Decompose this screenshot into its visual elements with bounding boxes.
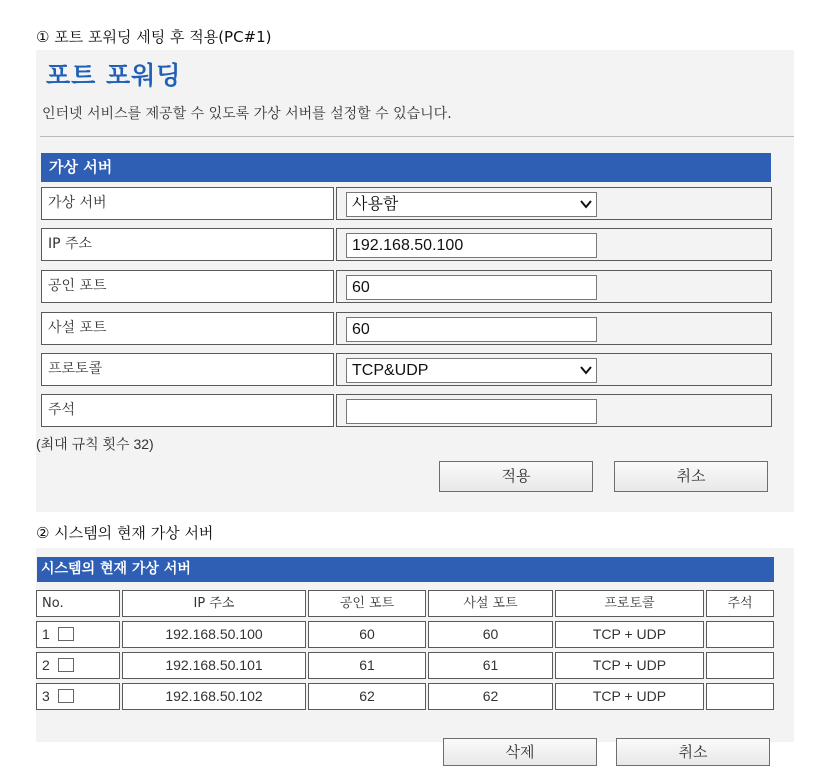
row-number: 1 (42, 626, 50, 642)
chevron-down-icon (580, 199, 592, 209)
row-value-cell (336, 312, 772, 345)
select-value: 사용함 (352, 196, 399, 213)
row-ip-address (41, 228, 772, 261)
table-cell-public-port: 61 (308, 652, 426, 679)
page-description: 인터넷 서비스를 제공할 수 있도록 가상 서버를 설정할 수 있습니다. (42, 106, 452, 122)
row-protocol (41, 353, 772, 386)
max-rules-note: (최대 규칙 횟수 32) (36, 436, 154, 452)
row-value-cell (336, 187, 772, 220)
row-checkbox[interactable] (58, 658, 74, 672)
row-label: 프로토콜 (41, 353, 334, 386)
table-cell-public-port: 62 (308, 683, 426, 710)
row-public-port (41, 270, 772, 303)
row-value-cell (336, 394, 772, 427)
table-row-no (36, 652, 120, 679)
private-port-input[interactable]: 60 (346, 317, 597, 342)
virtual-server-section-header: 가상 서버 (41, 153, 771, 182)
row-number: 3 (42, 688, 50, 704)
port-forwarding-panel (36, 50, 794, 512)
table-cell-private-port: 62 (428, 683, 553, 710)
table-cell-protocol: TCP + UDP (555, 683, 704, 710)
system-servers-header: 시스템의 현재 가상 서버 (37, 557, 774, 582)
cancel-delete-button[interactable]: 취소 (616, 738, 770, 766)
table-cell-note (706, 652, 774, 679)
table-cell-private-port: 61 (428, 652, 553, 679)
column-header-ip: IP 주소 (122, 590, 306, 617)
virtual-server-select[interactable] (346, 192, 597, 217)
row-label: 가상 서버 (41, 187, 334, 220)
ip-address-input[interactable]: 192.168.50.100 (346, 233, 597, 258)
row-value-cell (336, 228, 772, 261)
apply-button[interactable]: 적용 (439, 461, 593, 492)
table-row-no (36, 683, 120, 710)
column-header-note: 주석 (706, 590, 774, 617)
system-servers-panel (36, 548, 794, 761)
table-cell-protocol: TCP + UDP (555, 652, 704, 679)
row-checkbox[interactable] (58, 627, 74, 641)
row-label: IP 주소 (41, 228, 334, 261)
column-header-protocol: 프로토콜 (555, 590, 704, 617)
protocol-select[interactable] (346, 358, 597, 383)
row-label: 사설 포트 (41, 312, 334, 345)
row-label: 공인 포트 (41, 270, 334, 303)
delete-button[interactable]: 삭제 (443, 738, 597, 766)
row-value-cell (336, 353, 772, 386)
row-checkbox[interactable] (58, 689, 74, 703)
table-cell-ip: 192.168.50.101 (122, 652, 306, 679)
select-value: TCP&UDP (352, 362, 429, 379)
column-header-private-port: 사설 포트 (428, 590, 553, 617)
cancel-button[interactable]: 취소 (614, 461, 768, 492)
table-cell-public-port: 60 (308, 621, 426, 648)
table-cell-ip: 192.168.50.100 (122, 621, 306, 648)
row-comment (41, 394, 772, 427)
comment-input[interactable] (346, 399, 597, 424)
row-label: 주석 (41, 394, 334, 427)
divider (40, 136, 794, 137)
step2-caption: ② 시스템의 현재 가상 서버 (36, 524, 214, 542)
row-virtual-server (41, 187, 772, 220)
table-cell-ip: 192.168.50.102 (122, 683, 306, 710)
column-header-public-port: 공인 포트 (308, 590, 426, 617)
row-value-cell (336, 270, 772, 303)
table-row-no (36, 621, 120, 648)
table-cell-private-port: 60 (428, 621, 553, 648)
table-cell-protocol: TCP + UDP (555, 621, 704, 648)
chevron-down-icon (580, 365, 592, 375)
row-private-port (41, 312, 772, 345)
table-cell-note (706, 683, 774, 710)
public-port-input[interactable]: 60 (346, 275, 597, 300)
step1-caption: ① 포트 포워딩 세팅 후 적용(PC#1) (36, 28, 272, 46)
table-cell-note (706, 621, 774, 648)
row-number: 2 (42, 657, 50, 673)
page-title: 포트 포워딩 (46, 61, 182, 90)
column-header-no: No. (36, 590, 120, 617)
